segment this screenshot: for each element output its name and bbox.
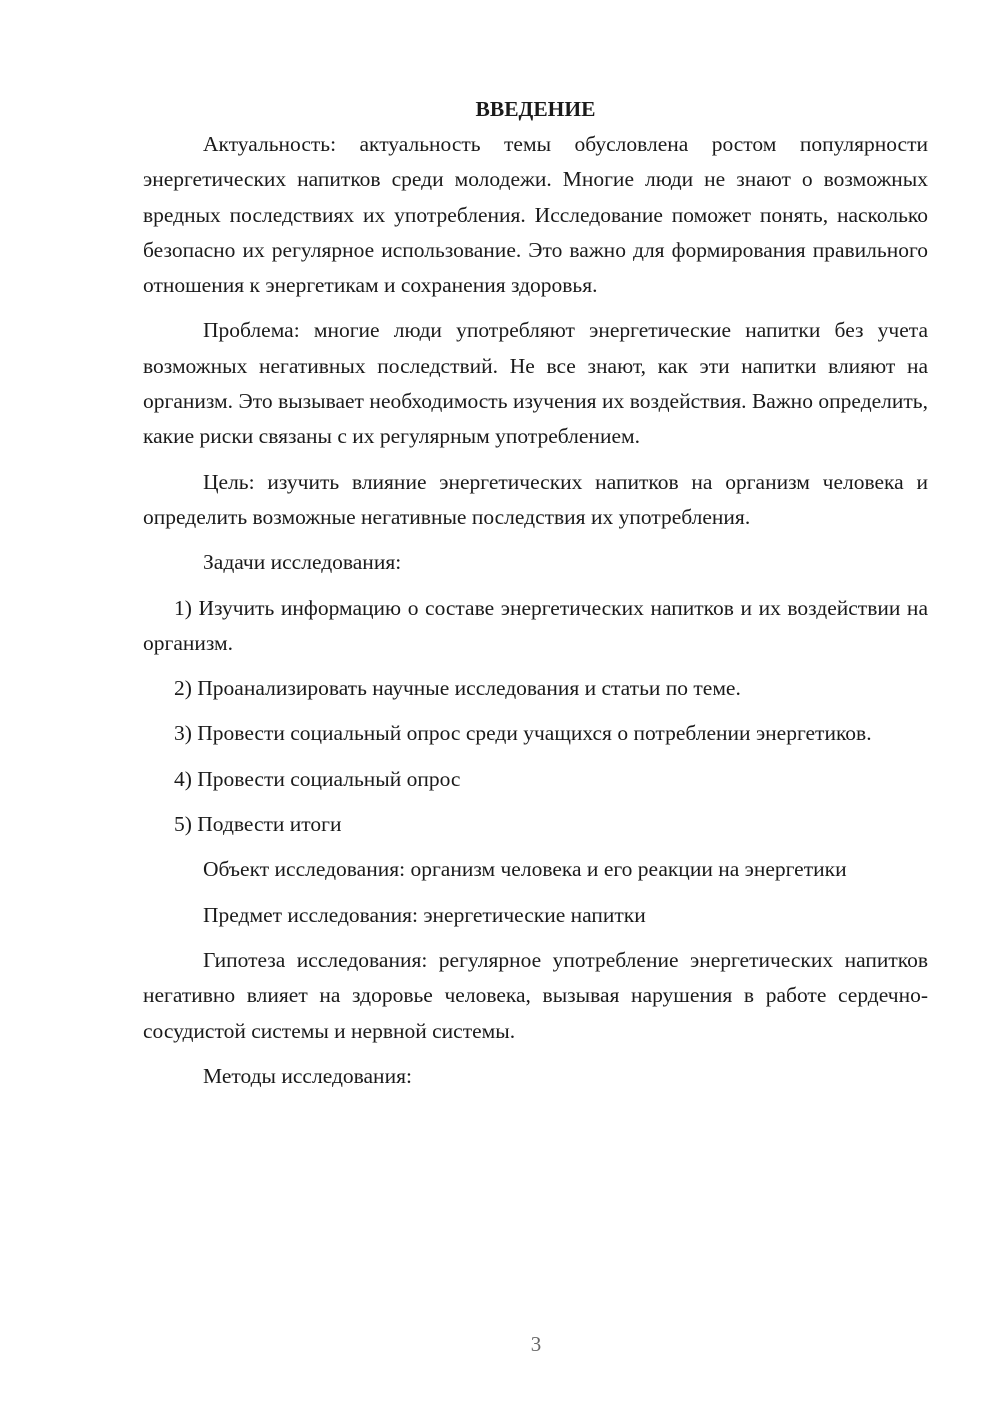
page-number: 3 [530, 1332, 542, 1356]
task-item-5: 5) Подвести итоги [174, 812, 342, 837]
paragraph-problem: Проблема: многие люди употребляют энергетические напитки без учета возможных негативных последствий. Не все знают, как эти напитки влияют на организм. Это вызывает необходимость изучения их воздействия. Важно определить, какие риски связаны с их регулярным употреблением. [143, 318, 928, 449]
section-title: ВВЕДЕНИЕ [475, 97, 596, 121]
paragraph-methods: Методы исследования: [203, 1063, 412, 1088]
paragraph-tasks-heading: Задачи исследования: [203, 550, 402, 575]
paragraph-relevance: Актуальность: актуальность темы обусловлена ростом популярности энергетических напитков среди молодежи. Многие люди не знают о возможных вредных последствиях их употребления. Исследование поможет понять, насколько безопасно их регулярное использование. Это важно для формирования правильного отношения к энергетикам и сохранения здоровья. [143, 132, 928, 298]
paragraph-object: Объект исследования: организм человека и его реакции на энергетики [203, 857, 847, 882]
task-item-1: 1) Изучить информацию о составе энергетических напитков и их воздействии на организм. [143, 595, 928, 655]
paragraph-goal: Цель: изучить влияние энергетических напитков на организм человека и определить возможные негативные последствия их употребления. [143, 469, 928, 529]
document-page [143, 92, 928, 1094]
paragraph-hypothesis: Гипотеза исследования: регулярное употребление энергетических напитков негативно влияет на здоровье человека, вызывая нарушения в работе сердечно-сосудистой системы и нервной системы. [143, 947, 928, 1043]
task-item-3: 3) Провести социальный опрос среди учащихся о потреблении энергетиков. [174, 721, 872, 746]
task-item-2: 2) Проанализировать научные исследования и статьи по теме. [174, 676, 741, 701]
paragraph-subject: Предмет исследования: энергетические напитки [203, 902, 646, 927]
task-item-4: 4) Провести социальный опрос [174, 766, 461, 791]
